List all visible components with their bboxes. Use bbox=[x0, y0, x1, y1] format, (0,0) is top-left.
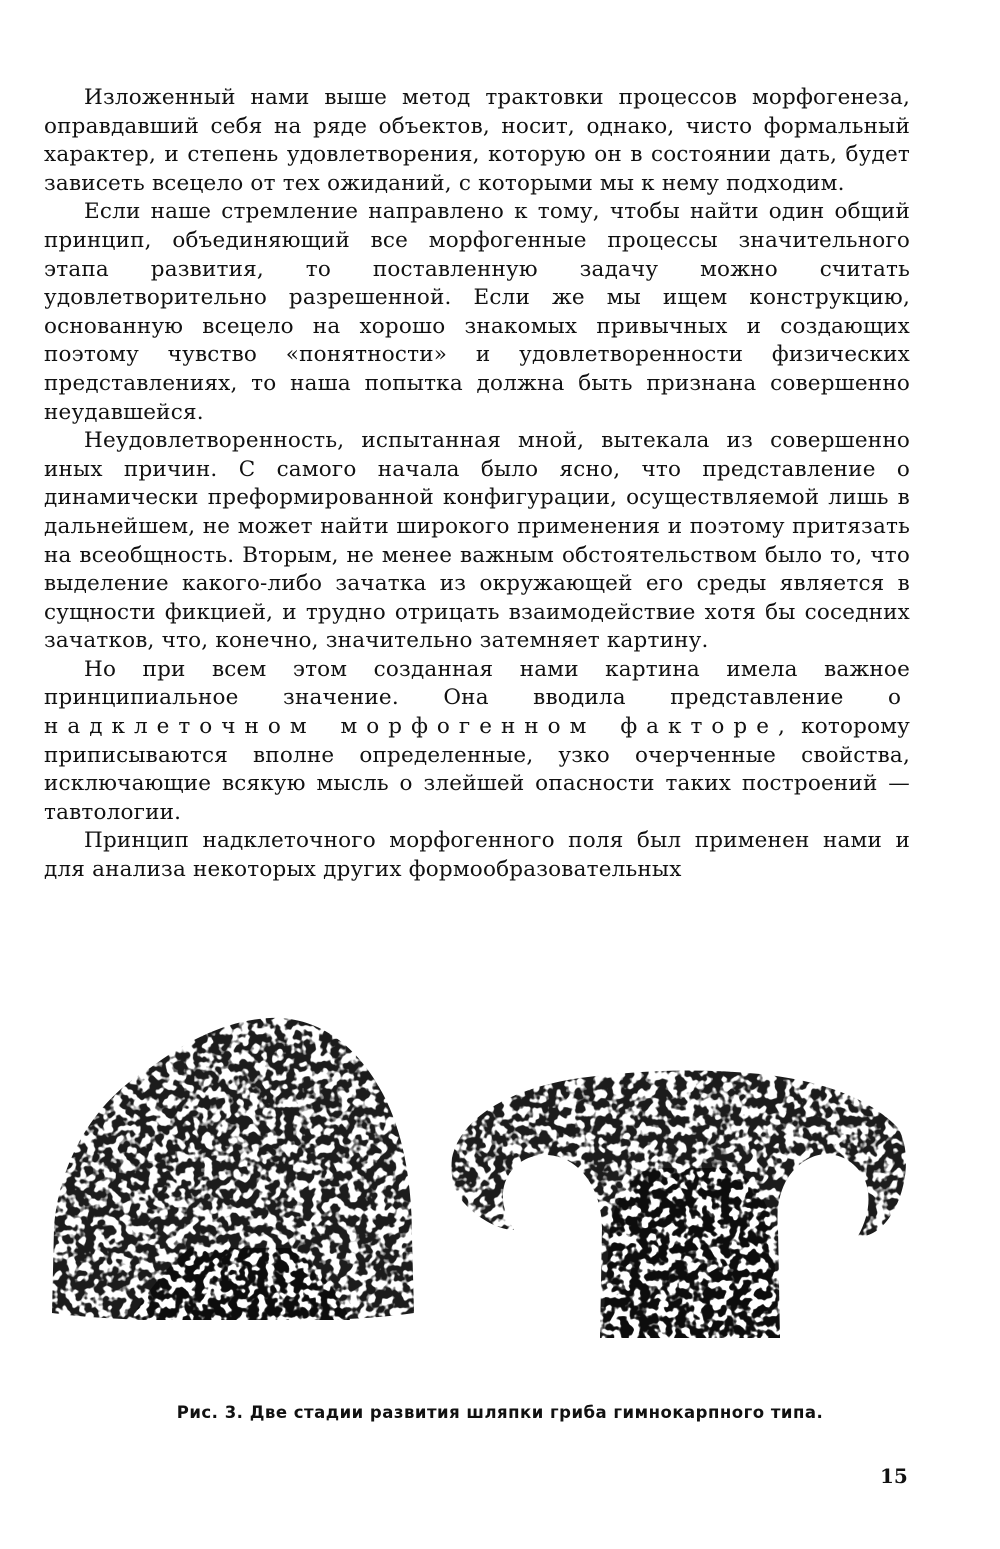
body-text bbox=[44, 84, 910, 885]
figure-3 bbox=[40, 1008, 920, 1358]
paragraph-4-emphasis: о надклеточном морфогенном факторе bbox=[44, 685, 910, 740]
paragraph-3: Неудовлетворенность, испытанная мной, вытекала из совершенно иных причин. С самого начала было ясно, что представление о динамически преформированной конфигурации, осуществляемой лишь в дальнейшем, не может найти широкого применения и поэтому притязать на всеобщность. Вторым, не менее важным обстоятельством было то, что выделение какого-либо зачатка из окружающей его среды является в сущности фикцией, и трудно отрицать взаимодействие хотя бы соседних зачатков, что, конечно, значительно затемняет картину. bbox=[44, 428, 910, 654]
figure-caption: Рис. 3. Две стадии развития шляпки гриба гимнокарпного типа. bbox=[176, 1403, 824, 1422]
paragraph-4-start: Но при всем этом созданная нами картина имела важное принципиальное значение. Она вводила представление bbox=[44, 656, 910, 711]
paragraph-4 bbox=[44, 656, 910, 828]
mushroom-stages-image bbox=[40, 1008, 920, 1358]
paragraph-2: Если наше стремление направлено к тому, чтобы найти один общий принцип, объединяющий все морфогенные процессы значительного этапа развития, то поставленную задачу можно считать удовлетворительно разрешенной. Если же мы ищем конструкцию, основанную всецело на хорошо знакомых привычных и создающих поэтому чувство «понятности» и удовлетворенности физических представлениях, то наша попытка должна быть признана совершенно неудавшейся. bbox=[44, 199, 910, 425]
page-number: 15 bbox=[880, 1464, 908, 1488]
paragraph-1: Изложенный нами выше метод трактовки процессов морфогенеза, оправдавший себя на ряде объектов, носит, однако, чисто формальный характер, и степень удовлетворения, которую он в состоянии дать, будет зависеть всецело от тех ожиданий, с которыми мы к нему подходим. bbox=[44, 85, 910, 196]
paragraph-4-end: , которому приписываются вполне определенные, узко очерченные свойства, исключающие всякую мысль о злейшей опасности таких построений — тавтологии. bbox=[44, 714, 910, 825]
stage-2-mushroom-stem bbox=[602, 1168, 780, 1338]
paragraph-5: Принцип надклеточного морфогенного поля был применен нами и для анализа некоторых других формообразовательных bbox=[44, 828, 910, 883]
